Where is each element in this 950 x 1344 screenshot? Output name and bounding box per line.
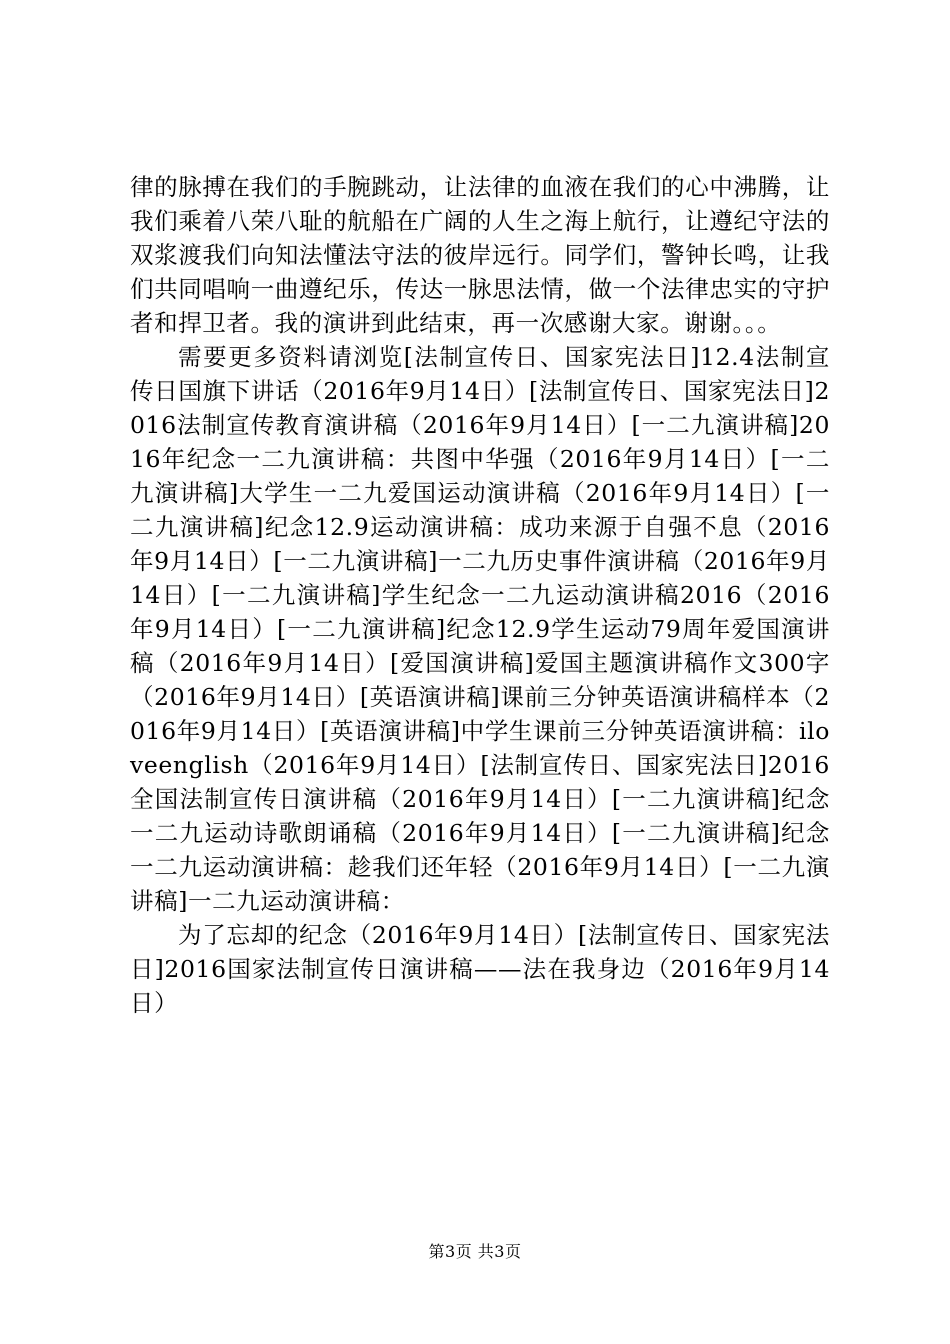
paragraph-final: 为了忘却的纪念（2016年9月14日）[法制宣传日、国家宪法日]2016国家法制宣传日演讲稿——法在我身边（2016年9月14日） xyxy=(130,921,830,1017)
page-footer: 第3页 共3页 xyxy=(428,1242,522,1261)
paragraph-closing: 律的脉搏在我们的手腕跳动，让法律的血液在我们的心中沸腾，让我们乘着八荣八耻的航船在广阔的人生之海上航行，让遵纪守法的双浆渡我们向知法懂法守法的彼岸远行。同学们，警钟长鸣，让我们共同唱响一曲遵纪乐，传达一脉思法情，做一个法律忠实的守护者和捍卫者。我的演讲到此结束，再一次感谢大家。谢谢。。。 xyxy=(130,173,830,337)
paragraph-related-links: 需要更多资料请浏览[法制宣传日、国家宪法日]12.4法制宣传日国旗下讲话（2016年9月14日）[法制宣传日、国家宪法日]2016法制宣传教育演讲稿（2016年9月14日）[一二九演讲稿]2016年纪念一二九演讲稿：共图中华强（2016年9月14日）[一二九演讲稿]大学生一二九爱国运动演讲稿（2016年9月14日）[一二九演讲稿]纪念12.9运动演讲稿：成功来源于自强不息（2016年9月14日）[一二九演讲稿]一二九历史事件演讲稿（2016年9月14日）[一二九演讲稿]学生纪念一二九运动演讲稿2016（2016年9月14日）[一二九演讲稿]纪念12.9学生运动79周年爱国演讲稿（2016年9月14日）[爱国演讲稿]爱国主题演讲稿作文300字（2016年9月14日）[英语演讲稿]课前三分钟英语演讲稿样本（2016年9月14日）[英语演讲稿]中学生课前三分钟英语演讲稿：iloveenglish（2016年9月14日）[法制宣传日、国家宪法日]2016全国法制宣传日演讲稿（2016年9月14日）[一二九演讲稿]纪念一二九运动诗歌朗诵稿（2016年9月14日）[一二九演讲稿]纪念一二九运动演讲稿：趁我们还年轻（2016年9月14日）[一二九演讲稿]一二九运动演讲稿： xyxy=(130,343,830,915)
body-text xyxy=(130,170,830,1020)
